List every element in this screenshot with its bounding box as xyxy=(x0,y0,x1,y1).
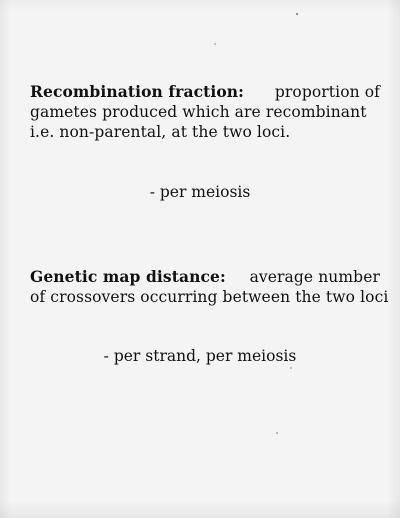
scan-speck xyxy=(276,432,278,434)
definition-text: i.e. non-parental, at the two loci. xyxy=(30,123,291,141)
scan-speck xyxy=(290,367,292,369)
genetic-map-distance-note: - per strand, per meiosis xyxy=(103,347,297,365)
genetic-map-distance-term: Genetic map distance: xyxy=(30,267,226,286)
scan-speck xyxy=(296,13,298,15)
definition-line xyxy=(30,82,380,102)
definition-line xyxy=(30,287,389,307)
definition-text: proportion of xyxy=(274,83,380,101)
definition-line xyxy=(30,102,380,122)
recombination-fraction-note: - per meiosis xyxy=(149,183,251,201)
scan-speck xyxy=(214,43,216,45)
recombination-fraction-definition xyxy=(30,82,380,142)
genetic-map-distance-definition xyxy=(30,267,389,307)
definition-line xyxy=(30,267,380,287)
definition-text: average number xyxy=(249,268,380,286)
definition-text: gametes produced which are recombinant xyxy=(30,103,367,121)
recombination-fraction-term: Recombination fraction: xyxy=(30,82,245,101)
definition-text: of crossovers occurring between the two loci xyxy=(30,288,389,306)
definition-line xyxy=(30,122,380,142)
